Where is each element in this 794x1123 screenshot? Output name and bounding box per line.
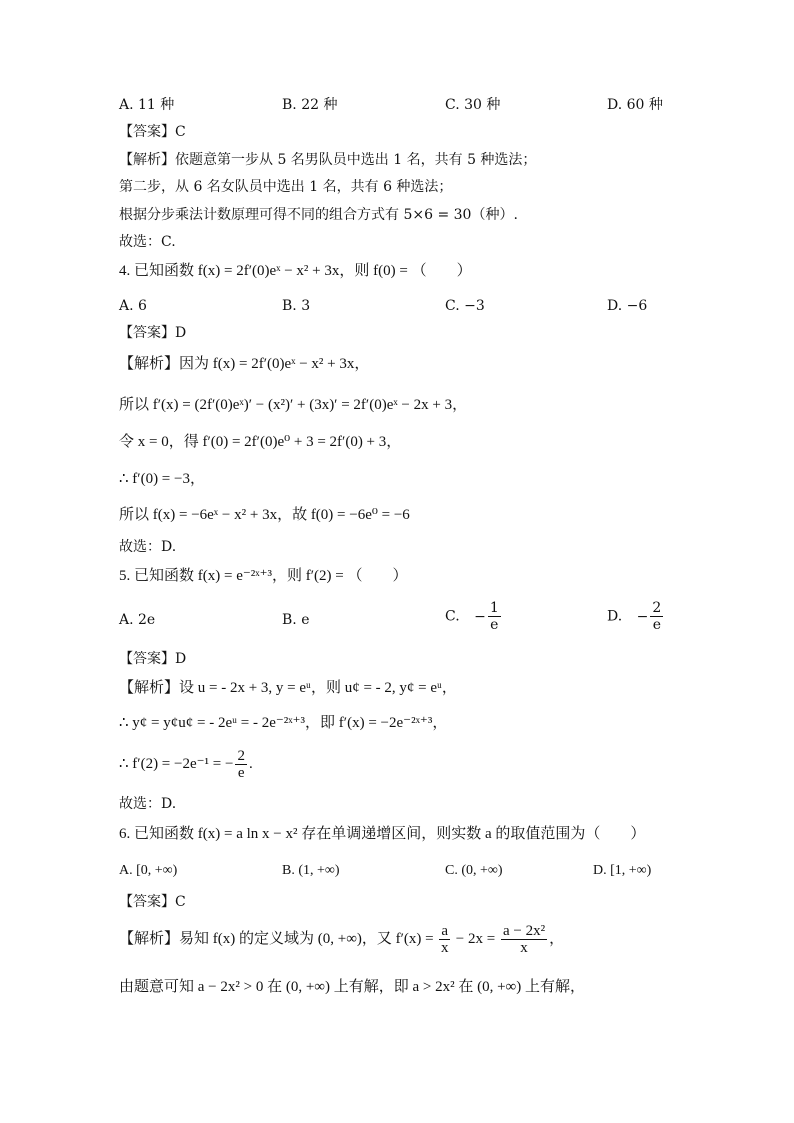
q5-analysis-line-2: ∴ y¢ = y¢u¢ = - 2eᵘ = - 2e⁻²ˣ⁺³，即 f′(x) = −2e⁻²ˣ⁺³，: [119, 715, 448, 731]
q5-analysis-line-4: 故选：D.: [119, 796, 177, 812]
q4-analysis-line-4: ∴ f′(0) = −3，: [119, 471, 205, 487]
q6-analysis-line-1-end: ，: [549, 930, 565, 947]
q6-frac1-numerator: a: [441, 923, 449, 939]
q3-option-c: C. 30 种: [445, 97, 501, 113]
q3-option-a: A. 11 种: [119, 97, 175, 113]
q5-option-c-label: C.: [445, 608, 460, 625]
q5-option-a: A. 2e: [119, 612, 156, 628]
q5-analysis-line-3-text: ∴ f′(2) = −2e⁻¹ = −: [119, 755, 234, 772]
q6-analysis-line-1-mid: − 2x =: [455, 930, 496, 947]
q4-option-c: C. −3: [445, 298, 485, 314]
q4-analysis-line-5: 所以 f(x) = −6eˣ − x² + 3x，故 f(0) = −6e⁰ = −6: [119, 507, 410, 523]
q5-option-c-denominator: e: [490, 617, 499, 633]
q3-analysis-line-4: 故选：C.: [119, 234, 176, 250]
q6-frac2-numerator: a − 2x²: [502, 923, 546, 939]
q5-option-d: D. − $\frac{2}{e}$: [607, 600, 662, 633]
q6-analysis-line-1: [119, 923, 564, 956]
q5-option-d-denominator: e: [652, 617, 661, 633]
q5-option-c: C. − $\frac{1}{e}$: [445, 600, 499, 633]
q4-analysis-line-2: 所以 f′(x) = (2f′(0)eˣ)′ − (x²)′ + (3x)′ = 2f′(0)eˣ − 2x + 3，: [119, 397, 468, 413]
q4-analysis-line-1: 【解析】因为 f(x) = 2f′(0)eˣ − x² + 3x，: [119, 356, 370, 372]
q6-option-c: C. (0, +∞): [445, 863, 503, 878]
q6-option-a: A. [0, +∞): [119, 863, 178, 878]
q4-option-d: D. −6: [607, 298, 648, 314]
q4-option-a: A. 6: [119, 298, 147, 314]
q6-analysis-line-1-text: 【解析】易知 f(x) 的定义域为 (0, +∞)，又 f′(x) =: [119, 930, 434, 947]
q5-answer: 【答案】D: [119, 651, 187, 667]
q5-stem: 5. 已知函数 f(x) = e⁻²ˣ⁺³，则 f′(2) = （ ）: [119, 568, 408, 584]
q5-analysis-line-3: ∴ f′(2) = −2e⁻¹ = − $\frac{2}{e}$ .: [119, 748, 253, 781]
q4-option-b: B. 3: [282, 298, 311, 314]
q4-stem: 4. 已知函数 f(x) = 2f′(0)eˣ − x² + 3x，则 f(0) = （ ）: [119, 263, 472, 279]
q5-analysis-fraction-denominator: e: [237, 765, 245, 781]
q4-answer: 【答案】D: [119, 325, 187, 341]
q6-frac2-denominator: x: [520, 940, 528, 956]
q3-answer: 【答案】C: [119, 124, 186, 140]
q5-analysis-fraction-numerator: 2: [237, 748, 245, 764]
q4-analysis-line-3: 令 x = 0，得 f′(0) = 2f′(0)e⁰ + 3 = 2f′(0) + 3，: [119, 434, 402, 450]
q3-analysis-line-1: 【解析】依题意第一步从 5 名男队员中选出 1 名，共有 5 种选法；: [119, 152, 537, 168]
q5-option-d-numerator: 2: [652, 600, 662, 616]
q5-option-c-numerator: 1: [489, 600, 499, 616]
q6-analysis-line-2: 由题意可知 a − 2x² > 0 在 (0, +∞) 上有解，即 a > 2x² 在 (0, +∞) 上有解，: [119, 979, 585, 995]
q5-option-b: B. e: [282, 612, 310, 628]
q6-frac1-denominator: x: [440, 940, 449, 956]
q5-option-d-label: D.: [607, 608, 623, 625]
q4-analysis-line-6: 故选：D.: [119, 539, 177, 555]
q5-analysis-line-1: 【解析】设 u = - 2x + 3, y = eᵘ，则 u¢ = - 2, y¢ = eᵘ，: [119, 680, 457, 696]
q6-stem: 6. 已知函数 f(x) = a ln x − x² 存在单调递增区间，则实数 a 的取值范围为（ ）: [119, 826, 646, 842]
q6-option-b: B. (1, +∞): [282, 863, 340, 878]
q6-option-d: D. [1, +∞): [593, 863, 652, 878]
q3-option-b: B. 22 种: [282, 97, 338, 113]
q3-analysis-line-2: 第二步，从 6 名女队员中选出 1 名，共有 6 种选法；: [119, 179, 453, 195]
q3-analysis-line-3: 根据分步乘法计数原理可得不同的组合方式有 5×6 = 30（种）.: [119, 207, 518, 223]
q3-option-d: D. 60 种: [607, 97, 663, 113]
q6-answer: 【答案】C: [119, 894, 186, 910]
